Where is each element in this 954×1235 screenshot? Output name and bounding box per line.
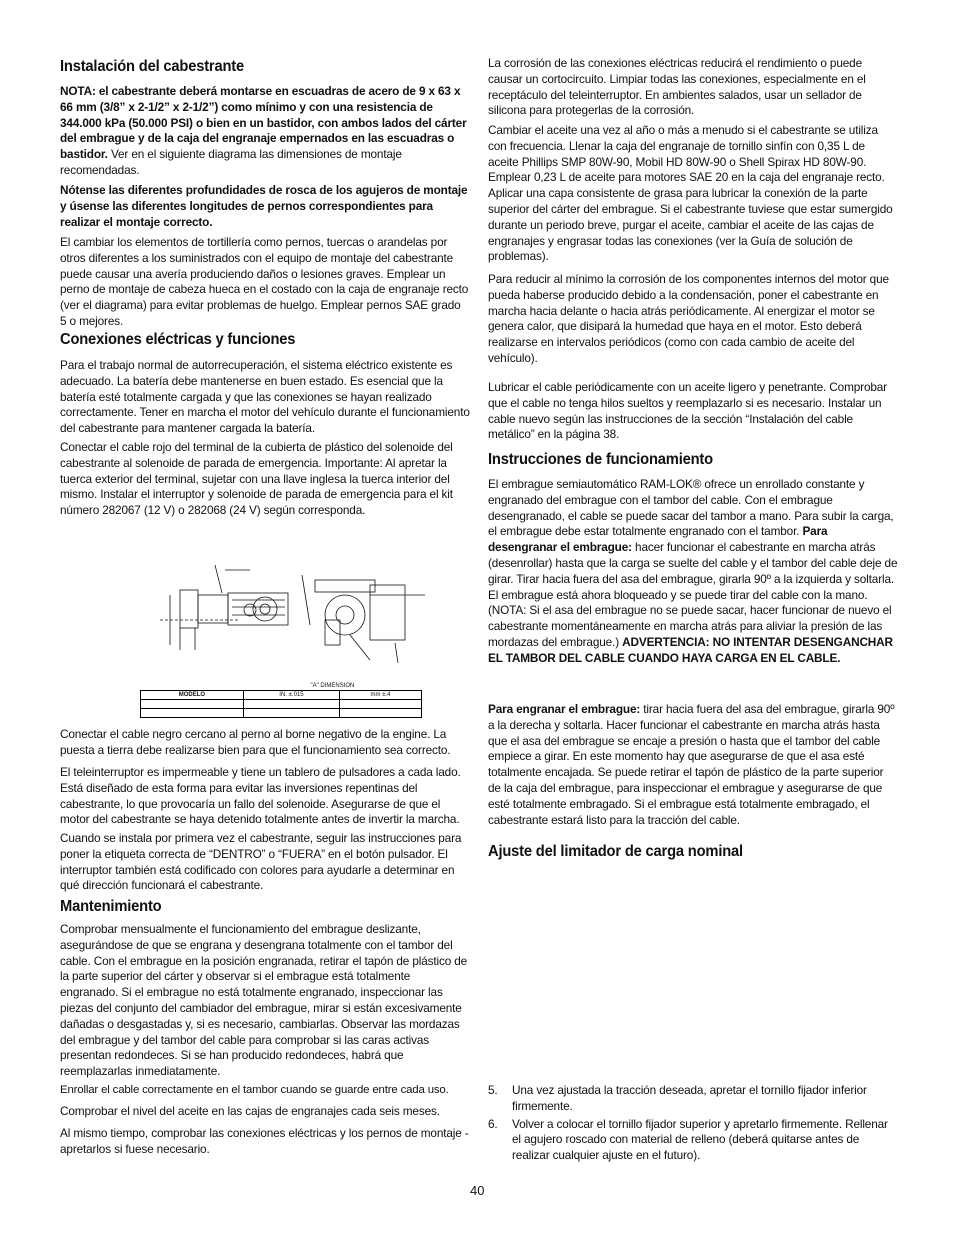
hardware-paragraph: El cambiar los elementos de tortillería como pernos, tuercas o arandelas por otros diferentes a los suministrados con el equipo de montaje del cabestrante puede causar una avería produciendo daños o lesiones graves. Emplear un perno de montaje de cabeza hueca en el costado con la caja de engranaje recto (ver el diagrama) para evitar problemas de huelgo. Emplear pernos SAE grado 5 o mejores. bbox=[60, 235, 469, 328]
col-mm: mm ±.4 bbox=[340, 691, 422, 700]
item-text: Una vez ajustada la tracción deseada, apretar el tornillo fijador inferior firmemente. bbox=[512, 1083, 867, 1113]
heading-electrical: Conexiones eléctricas y funciones bbox=[60, 331, 296, 348]
heading-load-limiter: Ajuste del limitador de carga nominal bbox=[488, 843, 743, 860]
page-number: 40 bbox=[470, 1183, 485, 1198]
black-cable-paragraph: Conectar el cable negro cercano al perno al borne negativo de la engine. La puesta a tierra debe realizarse bien para que el funcionamiento sea correcto. bbox=[60, 727, 451, 757]
remote-switch-paragraph: El teleinterruptor es impermeable y tiene un tablero de pulsadores a cada lado. Está diseñado de esta forma para evitar las inversiones repentinas del cabestrante, lo que provocaría un fallo del solenoide. Asegurarse de que el motor del cabestrante se haya detenido totalmente antes de invertir la marcha. bbox=[60, 765, 461, 827]
thread-note: Nótense las diferentes profundidades de rosca de los agujeros de montaje y úsense las diferentes longitudes de pernos correspondientes para realizar el montaje correcto. bbox=[60, 183, 468, 229]
oil-change-paragraph: Cambiar el aceite una vez al año o más a menudo si el cabestrante se utiliza con frecuencia. Llenar la caja del engranaje de tornillo sinfín con 0,35 L de aceite Phillips SMP 80W-90, Mobil HD 80W-90 o Shell Spirax HD 80W-90. Emplear 0,23 L de aceite para motores SAE 20 en la caja del engranaje recto. Aplicar una capa consistente de grasa para lubricar la conexión de la parte superior del cárter del embrague. Si el cabestrante tuviese que estar sumergido durante un periodo breve, purgar el aceite, cambiar el aceite de las cajas de engranajes y engrasar todas las conexiones (ver la Guía de solución de problemas). bbox=[488, 123, 893, 264]
note-paragraph bbox=[60, 84, 470, 179]
table-row bbox=[141, 709, 422, 718]
dimension-table bbox=[140, 682, 422, 718]
battery-paragraph: Para el trabajo normal de autorrecuperación, el sistema eléctrico existente es adecuado. La batería debe mantenerse en buen estado. Es esencial que la batería esté totalmente cargada y que las conexiones se hayan realizado correctamente. Tener en marcha el motor del vehículo durante el funcionamiento del cabestrante para mantener cargada la batería. bbox=[60, 358, 470, 436]
heading-maintenance: Mantenimiento bbox=[60, 898, 162, 915]
clutch-text-1: El embrague semiautomático RAM-LOK® ofrece un enrollado constante y engranado del embrague con el tambor del cable. Con el embrague desengranado, el cable se puede sacar del tambor a mano. Para subir la carga, el embrague debe estar totalmente engranado con el tambor. bbox=[488, 477, 894, 539]
winch-mounting-diagram bbox=[140, 565, 440, 665]
disengage-label: Para desengranar el embrague: bbox=[488, 524, 828, 555]
clutch-text-2: hacer funcionar el cabestrante en marcha atrás (desenrollar) hasta que la carga se suelte del cable y el tambor del cable deje de girar. Tirar hacia fuera del asa del embrague, girarla 90º a la izquierda y soltarla. El embrague está ahora bloqueado y se puede tirar del cable con la mano. (NOTA: Si el asa del embrague no se puede sacar, hacer funcionar de nuevo el cabestrante momentáneamente en marcha atrás para aliviar la presión de las mordazas del embrague.) bbox=[488, 540, 898, 649]
col-modelo: MODELO bbox=[141, 691, 244, 700]
condensation-paragraph: Para reducir al mínimo la corrosión de los componentes internos del motor que pueda haberse producido debido a la condensación, poner el cabestrante en marcha hacia delante o hacia atrás periódicamente. Al energizar el motor se genera calor, que disipará la humedad que haya en el motor. Esto deberá realizarse en intervalos periódicos (como con cada cambio de aceite del vehículo). bbox=[488, 272, 889, 365]
clutch-check-paragraph: Comprobar mensualmente el funcionamiento del embrague deslizante, asegurándose de que se engrana y desengrana totalmente con el tambor del cable. Con el embrague en la posición engranada, retirar el tapón de plástico de la parte superior del cárter y observar si el embrague está totalmente engranado. Si el embrague no está totalmente engranado, inspeccionar las piezas del conjunto del cambiador del embrague, mirar si están excesivamente dañadas o desgastadas y, si es necesario, cambiarlas. Observar las mordazas del embrague y del tambor del cable para comprobar si las caras activas presentan redondeces. Si se han producido redondeces, habrá que reemplazarlas inmediatamente. bbox=[60, 922, 468, 1079]
heading-installation: Instalación del cabestrante bbox=[60, 58, 245, 75]
same-time-paragraph: Al mismo tiempo, comprobar las conexiones eléctricas y los pernos de montaje - apretarlos si fuese necesario. bbox=[60, 1126, 469, 1156]
warning-text: ADVERTENCIA: NO INTENTAR DESENGANCHAR EL TAMBOR DEL CABLE CUANDO HAYA CARGA EN EL CABLE. bbox=[488, 634, 893, 665]
oil-level-paragraph: Comprobar el nivel del aceite en las cajas de engranajes cada seis meses. bbox=[60, 1104, 440, 1118]
corrosion-paragraph: La corrosión de las conexiones eléctricas reducirá el rendimiento o puede causar un cortocircuito. Limpiar todas las conexiones, especialmente en el receptáculo del teleinterruptor. En ambientes salados, usar un sellador de silicona para protegerlas de la corrosión. bbox=[488, 56, 866, 118]
engage-label: Para engranar el embrague: bbox=[488, 702, 641, 716]
item-text: Volver a colocar el tornillo fijador superior y apretarlo firmemente. Rellenar el agujero roscado con material de relleno (deberá quitarse antes de realizar cualquier ajuste en el futuro). bbox=[512, 1116, 888, 1163]
engage-text: tirar hacia fuera del asa del embrague, girarla 90º a la derecha y soltarla. Hacer funcionar el cabestrante en marcha atrás hasta que el asa del embrague se encaje a presión o hasta que el tambor del cable empiece a girar. En este momento hay que asegurarse de que el asa esté totalmente encajada. Se puede retirar el tapón de plástico de la parte superior de la caja del embrague, para inspeccionar el embrague y asegurarse de que esté totalmente embragado. Si el embrague está totalmente embragado, el cabestrante estará listo para la tracción del cable. bbox=[488, 702, 895, 827]
dimension-title: "A" DIMENSION bbox=[310, 683, 355, 689]
heading-operation: Instrucciones de funcionamiento bbox=[488, 451, 713, 468]
red-cable-paragraph: Conectar el cable rojo del terminal de la cubierta de plástico del solenoide del cabestrante al solenoide de parada de emergencia. Importante: Al apretar la tuerca exterior del terminal, sujetar con una llave inglesa la tuerca interior del mismo. Instalar el interruptor y solenoide de parada de emergencia para el kit número 282067 (12 V) o 282068 (24 V) según corresponda. bbox=[60, 440, 453, 518]
table-row bbox=[141, 700, 422, 709]
note-bold: NOTA: el cabestrante deberá montarse en escuadras de acero de 9 x 63 x 66 mm (3/8” x 2-1/2” x 2-1/2”) como mínimo y con una resistencia de 344.000 kPa (50.000 PSI) o bien en un bastidor, con ambos lados del cárter del embrague y de la caja del engranaje empernados en las escuadras o bastidor. bbox=[60, 84, 467, 162]
item-number: 5. bbox=[488, 1083, 498, 1097]
spool-paragraph: Enrollar el cable correctamente en el tambor cuando se guarde entre cada uso. bbox=[60, 1084, 449, 1096]
clutch-operation-paragraph bbox=[488, 477, 898, 667]
item-number: 6. bbox=[488, 1116, 498, 1131]
engage-paragraph bbox=[488, 702, 898, 828]
note-rest: Ver en el siguiente diagrama las dimensiones de montaje recomendadas. bbox=[60, 147, 402, 177]
list-item bbox=[488, 1083, 898, 1115]
col-in: IN. ±.015 bbox=[243, 691, 339, 700]
list-item bbox=[488, 1117, 898, 1164]
first-install-paragraph: Cuando se instala por primera vez el cabestrante, seguir las instrucciones para poner la etiqueta correcta de “DENTRO” o “FUERA” en el botón pulsador. El interruptor también está codificado con colores para ayudarle a determinar en qué dirección funcionará el cabestrante. bbox=[60, 831, 462, 893]
lubricate-paragraph: Lubricar el cable periódicamente con un aceite ligero y penetrante. Comprobar que el cable no tenga hilos sueltos y reemplazarlo si es necesario. Instalar un cable nuevo según las instrucciones de la sección “Instalación del cable metálico” en la página 38. bbox=[488, 380, 887, 442]
